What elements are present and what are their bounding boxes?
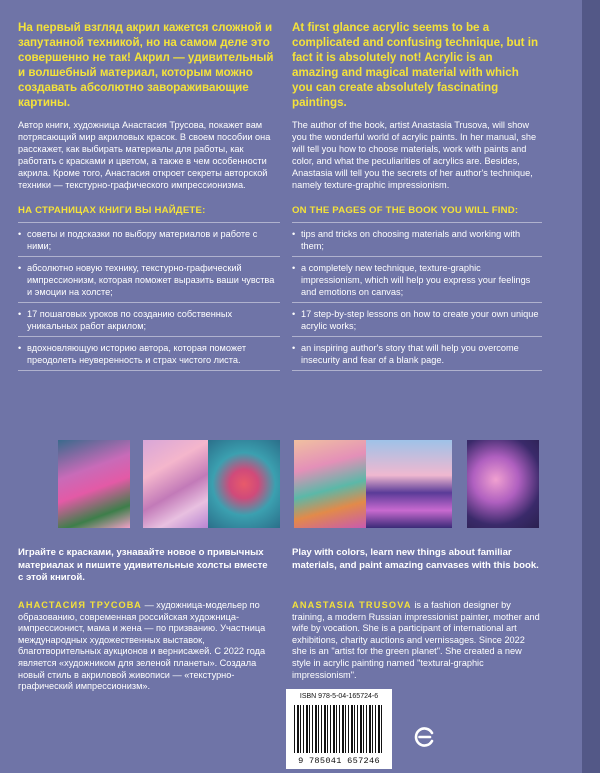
list-item: • 17 step-by-step lessons on how to create your own unique acrylic works; xyxy=(292,302,542,336)
barcode xyxy=(286,689,392,769)
publisher-logo-icon xyxy=(413,725,437,749)
painting-coral xyxy=(208,440,280,528)
painting-seascape xyxy=(366,440,452,528)
ru-lead-text: На первый взгляд акрил кажется сложной и запутанной техникой, но на самом деле это совершенно не так! Акрил — удивительный и волшебный материал, которым можно создавать абсолютно завораживающие картины. xyxy=(18,21,274,109)
en-body-text: The author of the book, artist Anastasia Trusova, will show you the wonderful world of acrylic paints. In her manual, she will tell you how to choose materials, work with paints and color, and what the peculiarities of acrylics are. Besides, Anastasia will tell you the secrets of her author's technique, namely texture-graphic impressionism. xyxy=(292,120,537,190)
en-author-name: ANASTASIA TRUSOVA xyxy=(292,600,412,610)
ru-feature-list xyxy=(18,222,280,371)
list-item: • 17 пошаговых уроков по созданию собственных уникальных работ акрилом; xyxy=(18,302,280,336)
ru-author-bio-text: — художница-модельер по образованию, современная российская художница-импрессионист, мама и жена — по призванию. Участница международных художественных выставок, благотворительных аукционов и вернисажей. С 2022 года является «художником для зеленой планеты». Создала новый стиль в акриловой живописи — «текстурно-графический импрессионизм». xyxy=(18,600,266,692)
list-item: • абсолютно новую технику, текстурно-графический импрессионизм, которая поможет выразить ваши чувства и эмоции на холсте; xyxy=(18,256,280,302)
ru-author-name: АНАСТАСИЯ ТРУСОВА xyxy=(18,600,143,610)
ru-body-text: Автор книги, художница Анастасия Трусова, покажет вам потрясающий мир акриловых красок. В своем пособии она расскажет, как выбирать материалы для работы, как работать с красками и цветом, а также в чем особенности акрила. Кроме того, Анастасия откроет секреты авторской техники — текстурно-графического импрессионизма. xyxy=(18,120,271,190)
painting-pink-sky xyxy=(143,440,215,528)
ru-author-bio xyxy=(18,600,274,693)
painting-blossoms xyxy=(467,440,539,528)
ru-caption: Играйте с красками, узнавайте новое о привычных материалах и пишите удивительные холсты вместе с этой книгой. xyxy=(18,547,268,583)
barcode-bars xyxy=(294,705,384,753)
list-item: • a completely new technique, texture-graphic impressionism, which will help you express your feelings and emotions on canvas; xyxy=(292,256,542,302)
painting-tropical-garden xyxy=(294,440,366,528)
russian-column xyxy=(18,20,280,371)
list-item: • советы и подсказки по выбору материалов и работе с ними; xyxy=(18,222,280,256)
en-lead-text: At first glance acrylic seems to be a complicated and confusing technique, but in fact it is absolutely not! Acrylic is an amazing and magical material with which you can create absolutely fascinating paintings. xyxy=(292,21,539,109)
en-list-heading: ON THE PAGES OF THE BOOK YOU WILL FIND: xyxy=(292,205,519,216)
ean-number: 9 785041 657246 xyxy=(298,756,380,766)
painting-gallery xyxy=(0,440,600,530)
en-feature-list xyxy=(292,222,542,371)
en-author-bio xyxy=(292,600,542,681)
ru-list-heading: НА СТРАНИЦАХ КНИГИ ВЫ НАЙДЕТЕ: xyxy=(18,205,206,216)
list-item: • tips and tricks on choosing materials and working with them; xyxy=(292,222,542,256)
en-author-bio-text: is a fashion designer by training, a modern Russian impressionist painter, mother and wife by vocation. She is a participant of international art exhibitions, charity auctions and vernissages. Since 2022 she is an "artist for the green planet". She created a new style in acrylic painting named "textural-graphic impressionism". xyxy=(292,600,540,680)
isbn-text: ISBN 978-5-04-165724-6 xyxy=(299,693,379,700)
spine-edge xyxy=(582,0,600,773)
list-item: • вдохновляющую историю автора, которая поможет преодолеть неуверенность и страх чистого листа. xyxy=(18,336,280,371)
list-item: • an inspiring author's story that will help you overcome insecurity and fear of a blank page. xyxy=(292,336,542,371)
painting-pink-flowers xyxy=(58,440,130,528)
en-caption: Play with colors, learn new things about familiar materials, and paint amazing canvases with this book. xyxy=(292,547,539,571)
english-column xyxy=(292,20,542,371)
